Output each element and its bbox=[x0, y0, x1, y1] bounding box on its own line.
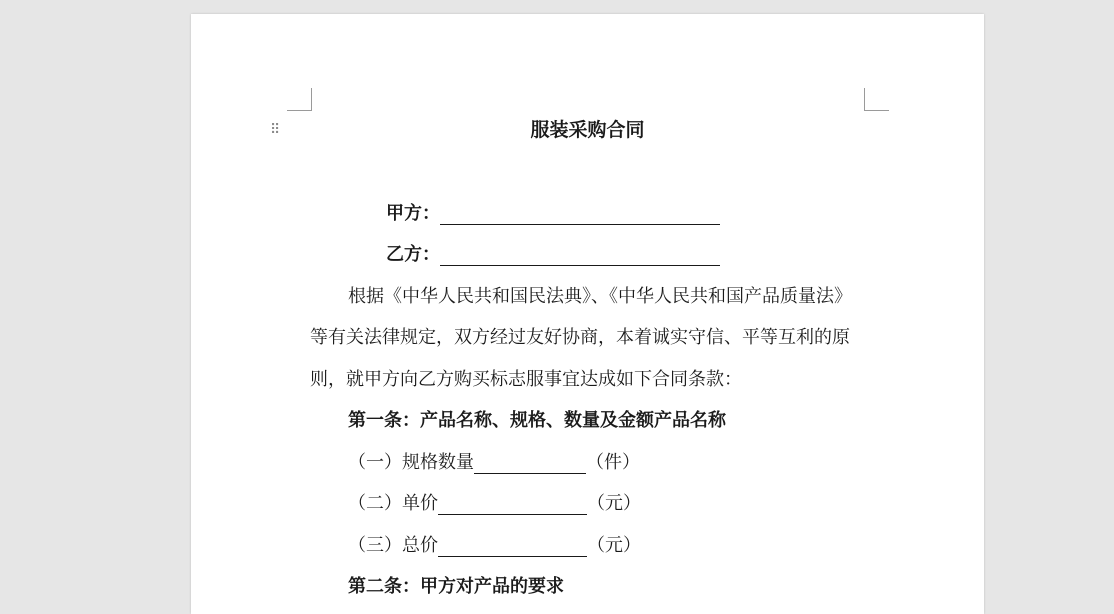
item-unit-price bbox=[348, 493, 641, 515]
item-unit-price-unit: （元） bbox=[587, 493, 641, 514]
item-unit-price-blank[interactable] bbox=[438, 496, 587, 515]
margin-mark-top-left bbox=[287, 88, 312, 111]
body-paragraph-line-2: 等有关法律规定，双方经过友好协商，本着诚实守信、平等互利的原 bbox=[310, 327, 850, 348]
party-a-line bbox=[386, 203, 720, 225]
party-b-blank[interactable] bbox=[440, 247, 720, 266]
item-total-price-unit: （元） bbox=[587, 535, 641, 556]
item-unit-price-label: （二）单价 bbox=[348, 493, 438, 514]
margin-mark-top-right bbox=[864, 88, 889, 111]
party-a-label: 甲方： bbox=[386, 203, 440, 224]
item-quantity bbox=[348, 452, 640, 474]
item-total-price bbox=[348, 535, 641, 557]
item-quantity-unit: （件） bbox=[586, 452, 640, 473]
item-quantity-label: （一）规格数量 bbox=[348, 452, 474, 473]
party-b-line bbox=[386, 244, 720, 266]
body-paragraph-line-1: 根据《中华人民共和国民法典》、《中华人民共和国产品质量法》 bbox=[348, 286, 852, 307]
item-total-price-blank[interactable] bbox=[438, 538, 587, 557]
body-paragraph-line-3: 则，就甲方向乙方购买标志服事宜达成如下合同条款： bbox=[310, 369, 742, 390]
party-b-label: 乙方： bbox=[386, 244, 440, 265]
party-a-blank[interactable] bbox=[440, 206, 720, 225]
article-2-heading: 第二条：甲方对产品的要求 bbox=[348, 576, 564, 597]
item-quantity-blank[interactable] bbox=[474, 455, 586, 474]
drag-handle-icon[interactable]: ⠿ bbox=[270, 122, 279, 138]
document-page bbox=[191, 14, 984, 614]
article-1-heading: 第一条：产品名称、规格、数量及金额产品名称 bbox=[348, 410, 726, 431]
item-total-price-label: （三）总价 bbox=[348, 535, 438, 556]
document-title: 服装采购合同 bbox=[530, 119, 645, 141]
